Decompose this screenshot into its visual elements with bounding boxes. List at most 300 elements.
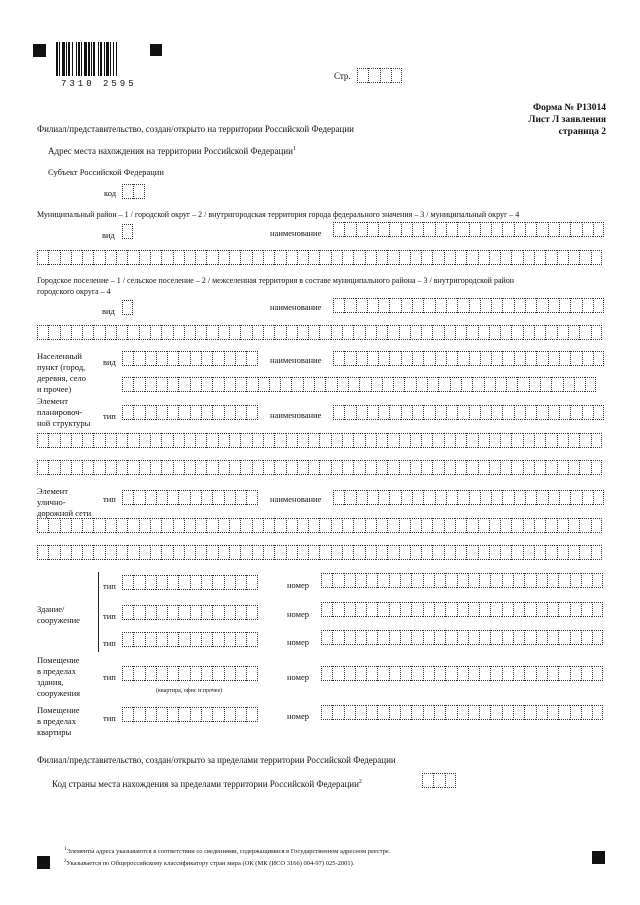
input-cell[interactable]: [252, 250, 263, 265]
input-cell[interactable]: [489, 325, 500, 340]
input-cell[interactable]: [93, 518, 104, 533]
input-cell[interactable]: [511, 518, 522, 533]
input-cell[interactable]: [356, 298, 367, 313]
input-cell[interactable]: [491, 298, 502, 313]
input-cell[interactable]: [359, 377, 370, 392]
input-cell[interactable]: [308, 325, 319, 340]
input-cell[interactable]: [389, 705, 400, 720]
input-cell[interactable]: [235, 351, 246, 366]
input-cell[interactable]: [480, 351, 491, 366]
input-cell[interactable]: [206, 325, 217, 340]
input-cell[interactable]: [524, 705, 535, 720]
input-cell[interactable]: [536, 298, 547, 313]
input-cell[interactable]: [93, 460, 104, 475]
input-cell[interactable]: [591, 460, 602, 475]
input-cell[interactable]: [133, 405, 144, 420]
input-cell[interactable]: [534, 325, 545, 340]
input-cell[interactable]: [333, 351, 344, 366]
input-cell[interactable]: [523, 545, 534, 560]
input-cell[interactable]: [246, 351, 257, 366]
input-cell[interactable]: [366, 602, 377, 617]
input-cell[interactable]: [435, 222, 446, 237]
input-cell[interactable]: [468, 705, 479, 720]
input-cell[interactable]: [156, 575, 167, 590]
input-cell[interactable]: [435, 490, 446, 505]
input-cell[interactable]: [201, 575, 212, 590]
input-cell[interactable]: [331, 518, 342, 533]
input-cell[interactable]: [332, 573, 343, 588]
input-cell[interactable]: [224, 632, 235, 647]
input-cell[interactable]: [557, 325, 568, 340]
input-cell[interactable]: [331, 433, 342, 448]
input-cell[interactable]: [224, 405, 235, 420]
input-cell[interactable]: [218, 518, 229, 533]
input-cell[interactable]: [344, 490, 355, 505]
input-cell[interactable]: [325, 377, 336, 392]
input-cell[interactable]: [557, 250, 568, 265]
input-cell[interactable]: [173, 545, 184, 560]
input-cell[interactable]: [355, 705, 366, 720]
input-cell[interactable]: [570, 602, 581, 617]
input-cell[interactable]: [579, 325, 590, 340]
input-cell[interactable]: [534, 545, 545, 560]
input-cell[interactable]: [478, 545, 489, 560]
input-cell[interactable]: [353, 325, 364, 340]
input-cell[interactable]: [514, 351, 525, 366]
input-cell[interactable]: [337, 377, 348, 392]
input-cell[interactable]: [105, 460, 116, 475]
input-cell[interactable]: [353, 460, 364, 475]
input-cell[interactable]: [457, 666, 468, 681]
input-cell[interactable]: [514, 222, 525, 237]
input-cell[interactable]: [387, 325, 398, 340]
settlement-vid-cell[interactable]: [122, 300, 133, 315]
input-cell[interactable]: [240, 433, 251, 448]
input-cell[interactable]: [570, 705, 581, 720]
input-cell[interactable]: [495, 377, 506, 392]
input-cell[interactable]: [252, 518, 263, 533]
input-cell[interactable]: [491, 351, 502, 366]
input-cell[interactable]: [145, 666, 156, 681]
input-cell[interactable]: [514, 490, 525, 505]
input-cell[interactable]: [399, 460, 410, 475]
input-cell[interactable]: [545, 460, 556, 475]
input-cell[interactable]: [190, 707, 201, 722]
input-cell[interactable]: [480, 298, 491, 313]
input-cell[interactable]: [376, 518, 387, 533]
input-cell[interactable]: [423, 705, 434, 720]
input-cell[interactable]: [105, 325, 116, 340]
input-cell[interactable]: [545, 250, 556, 265]
input-cell[interactable]: [240, 250, 251, 265]
input-cell[interactable]: [342, 518, 353, 533]
input-cell[interactable]: [387, 460, 398, 475]
input-cell[interactable]: [410, 250, 421, 265]
input-cell[interactable]: [490, 705, 501, 720]
input-cell[interactable]: [224, 605, 235, 620]
input-cell[interactable]: [376, 460, 387, 475]
input-cell[interactable]: [377, 602, 388, 617]
input-cell[interactable]: [592, 602, 603, 617]
input-cell[interactable]: [502, 602, 513, 617]
input-cell[interactable]: [206, 460, 217, 475]
input-cell[interactable]: [212, 605, 223, 620]
input-cell[interactable]: [570, 666, 581, 681]
input-cell[interactable]: [513, 573, 524, 588]
input-cell[interactable]: [161, 460, 172, 475]
input-cell[interactable]: [536, 666, 547, 681]
input-cell[interactable]: [579, 250, 590, 265]
input-cell[interactable]: [466, 250, 477, 265]
input-cell[interactable]: [434, 705, 445, 720]
input-cell[interactable]: [332, 666, 343, 681]
input-cell[interactable]: [548, 351, 559, 366]
input-cell[interactable]: [491, 405, 502, 420]
input-cell[interactable]: [178, 490, 189, 505]
input-cell[interactable]: [434, 630, 445, 645]
input-cell[interactable]: [435, 351, 446, 366]
input-cell[interactable]: [274, 518, 285, 533]
input-cell[interactable]: [82, 325, 93, 340]
input-cell[interactable]: [389, 298, 400, 313]
input-cell[interactable]: [355, 630, 366, 645]
input-cell[interactable]: [286, 433, 297, 448]
input-cell[interactable]: [469, 490, 480, 505]
planning-name-cells-2[interactable]: [37, 433, 602, 448]
premises-number-cells[interactable]: [321, 666, 603, 681]
input-cell[interactable]: [263, 433, 274, 448]
input-cell[interactable]: [523, 325, 534, 340]
input-cell[interactable]: [355, 666, 366, 681]
input-cell[interactable]: [593, 351, 604, 366]
input-cell[interactable]: [178, 575, 189, 590]
input-cell[interactable]: [184, 518, 195, 533]
input-cell[interactable]: [529, 377, 540, 392]
planning-name-cells-1[interactable]: [333, 405, 604, 420]
input-cell[interactable]: [331, 325, 342, 340]
input-cell[interactable]: [246, 666, 257, 681]
input-cell[interactable]: [235, 666, 246, 681]
input-cell[interactable]: [286, 325, 297, 340]
input-cell[interactable]: [484, 377, 495, 392]
input-cell[interactable]: [122, 377, 133, 392]
input-cell[interactable]: [534, 518, 545, 533]
input-cell[interactable]: [479, 602, 490, 617]
input-cell[interactable]: [536, 351, 547, 366]
input-cell[interactable]: [82, 518, 93, 533]
input-cell[interactable]: [382, 377, 393, 392]
input-cell[interactable]: [593, 490, 604, 505]
locality-name-cells-2[interactable]: [122, 377, 596, 392]
input-cell[interactable]: [201, 490, 212, 505]
input-cell[interactable]: [252, 433, 263, 448]
input-cell[interactable]: [116, 433, 127, 448]
input-cell[interactable]: [563, 377, 574, 392]
input-cell[interactable]: [514, 405, 525, 420]
input-cell[interactable]: [444, 433, 455, 448]
input-cell[interactable]: [206, 250, 217, 265]
input-cell[interactable]: [263, 545, 274, 560]
input-cell[interactable]: [332, 602, 343, 617]
input-cell[interactable]: [365, 545, 376, 560]
input-cell[interactable]: [297, 325, 308, 340]
input-cell[interactable]: [150, 433, 161, 448]
input-cell[interactable]: [321, 666, 332, 681]
input-cell[interactable]: [421, 433, 432, 448]
input-cell[interactable]: [401, 222, 412, 237]
input-cell[interactable]: [127, 325, 138, 340]
input-cell[interactable]: [466, 518, 477, 533]
input-cell[interactable]: [400, 573, 411, 588]
input-cell[interactable]: [184, 433, 195, 448]
input-cell[interactable]: [559, 405, 570, 420]
input-cell[interactable]: [468, 666, 479, 681]
input-cell[interactable]: [235, 405, 246, 420]
input-cell[interactable]: [156, 377, 167, 392]
input-cell[interactable]: [371, 377, 382, 392]
input-cell[interactable]: [235, 575, 246, 590]
input-cell[interactable]: [133, 632, 144, 647]
input-cell[interactable]: [466, 460, 477, 475]
municipal-name-cells-1[interactable]: [333, 222, 604, 237]
input-cell[interactable]: [356, 490, 367, 505]
input-cell[interactable]: [545, 433, 556, 448]
input-cell[interactable]: [190, 377, 201, 392]
input-cell[interactable]: [235, 377, 246, 392]
input-cell[interactable]: [235, 605, 246, 620]
input-cell[interactable]: [579, 433, 590, 448]
input-cell[interactable]: [536, 405, 547, 420]
input-cell[interactable]: [156, 632, 167, 647]
input-cell[interactable]: [178, 377, 189, 392]
input-cell[interactable]: [490, 630, 501, 645]
input-cell[interactable]: [444, 325, 455, 340]
input-cell[interactable]: [178, 666, 189, 681]
input-cell[interactable]: [71, 433, 82, 448]
input-cell[interactable]: [105, 518, 116, 533]
input-cell[interactable]: [593, 222, 604, 237]
input-cell[interactable]: [173, 518, 184, 533]
input-cell[interactable]: [344, 405, 355, 420]
input-cell[interactable]: [321, 705, 332, 720]
input-cell[interactable]: [479, 705, 490, 720]
input-cell[interactable]: [48, 325, 59, 340]
input-cell[interactable]: [229, 545, 240, 560]
input-cell[interactable]: [333, 405, 344, 420]
input-cell[interactable]: [444, 518, 455, 533]
settlement-name-cells-1[interactable]: [333, 298, 604, 313]
input-cell[interactable]: [178, 405, 189, 420]
input-cell[interactable]: [411, 630, 422, 645]
input-cell[interactable]: [401, 490, 412, 505]
input-cell[interactable]: [367, 298, 378, 313]
input-cell[interactable]: [412, 405, 423, 420]
input-cell[interactable]: [201, 405, 212, 420]
input-cell[interactable]: [145, 605, 156, 620]
input-cell[interactable]: [274, 250, 285, 265]
input-cell[interactable]: [190, 490, 201, 505]
input-cell[interactable]: [525, 222, 536, 237]
input-cell[interactable]: [156, 490, 167, 505]
input-cell[interactable]: [246, 605, 257, 620]
input-cell[interactable]: [591, 518, 602, 533]
country-code-cells[interactable]: [422, 773, 456, 788]
planning-name-cells-3[interactable]: [37, 460, 602, 475]
input-cell[interactable]: [446, 405, 457, 420]
input-cell[interactable]: [353, 518, 364, 533]
input-cell[interactable]: [421, 545, 432, 560]
input-cell[interactable]: [355, 573, 366, 588]
input-cell[interactable]: [523, 518, 534, 533]
input-cell[interactable]: [582, 351, 593, 366]
input-cell[interactable]: [161, 325, 172, 340]
input-cell[interactable]: [399, 325, 410, 340]
input-cell[interactable]: [525, 490, 536, 505]
input-cell[interactable]: [582, 490, 593, 505]
input-cell[interactable]: [391, 68, 402, 83]
input-cell[interactable]: [48, 545, 59, 560]
input-cell[interactable]: [536, 222, 547, 237]
input-cell[interactable]: [133, 707, 144, 722]
input-cell[interactable]: [122, 666, 133, 681]
input-cell[interactable]: [438, 377, 449, 392]
input-cell[interactable]: [105, 433, 116, 448]
input-cell[interactable]: [389, 630, 400, 645]
input-cell[interactable]: [558, 573, 569, 588]
input-cell[interactable]: [286, 460, 297, 475]
input-cell[interactable]: [127, 460, 138, 475]
input-cell[interactable]: [558, 705, 569, 720]
input-cell[interactable]: [455, 460, 466, 475]
input-cell[interactable]: [523, 460, 534, 475]
building-number-cells-2[interactable]: [321, 602, 603, 617]
input-cell[interactable]: [446, 298, 457, 313]
input-cell[interactable]: [274, 460, 285, 475]
input-cell[interactable]: [297, 460, 308, 475]
input-cell[interactable]: [444, 250, 455, 265]
input-cell[interactable]: [314, 377, 325, 392]
input-cell[interactable]: [411, 666, 422, 681]
input-cell[interactable]: [71, 250, 82, 265]
input-cell[interactable]: [410, 433, 421, 448]
input-cell[interactable]: [348, 377, 359, 392]
input-cell[interactable]: [511, 433, 522, 448]
input-cell[interactable]: [434, 602, 445, 617]
input-cell[interactable]: [356, 222, 367, 237]
input-cell[interactable]: [568, 460, 579, 475]
input-cell[interactable]: [344, 222, 355, 237]
input-cell[interactable]: [333, 222, 344, 237]
input-cell[interactable]: [536, 630, 547, 645]
input-cell[interactable]: [252, 460, 263, 475]
input-cell[interactable]: [434, 666, 445, 681]
input-cell[interactable]: [122, 632, 133, 647]
input-cell[interactable]: [240, 545, 251, 560]
settlement-name-cells-2[interactable]: [37, 325, 602, 340]
input-cell[interactable]: [156, 351, 167, 366]
input-cell[interactable]: [457, 573, 468, 588]
input-cell[interactable]: [156, 605, 167, 620]
input-cell[interactable]: [167, 632, 178, 647]
input-cell[interactable]: [579, 545, 590, 560]
input-cell[interactable]: [455, 250, 466, 265]
input-cell[interactable]: [389, 490, 400, 505]
input-cell[interactable]: [342, 460, 353, 475]
input-cell[interactable]: [545, 325, 556, 340]
input-cell[interactable]: [472, 377, 483, 392]
input-cell[interactable]: [218, 545, 229, 560]
input-cell[interactable]: [457, 298, 468, 313]
input-cell[interactable]: [548, 298, 559, 313]
input-cell[interactable]: [303, 377, 314, 392]
input-cell[interactable]: [489, 518, 500, 533]
input-cell[interactable]: [366, 630, 377, 645]
input-cell[interactable]: [423, 222, 434, 237]
input-cell[interactable]: [150, 545, 161, 560]
input-cell[interactable]: [559, 222, 570, 237]
input-cell[interactable]: [297, 433, 308, 448]
input-cell[interactable]: [469, 222, 480, 237]
input-cell[interactable]: [491, 222, 502, 237]
input-cell[interactable]: [201, 632, 212, 647]
input-cell[interactable]: [367, 405, 378, 420]
input-cell[interactable]: [582, 222, 593, 237]
input-cell[interactable]: [502, 705, 513, 720]
input-cell[interactable]: [399, 545, 410, 560]
input-cell[interactable]: [404, 377, 415, 392]
input-cell[interactable]: [190, 632, 201, 647]
input-cell[interactable]: [469, 351, 480, 366]
input-cell[interactable]: [592, 630, 603, 645]
municipal-name-cells-2[interactable]: [37, 250, 602, 265]
input-cell[interactable]: [502, 351, 513, 366]
input-cell[interactable]: [229, 518, 240, 533]
input-cell[interactable]: [167, 490, 178, 505]
input-cell[interactable]: [356, 405, 367, 420]
input-cell[interactable]: [319, 518, 330, 533]
input-cell[interactable]: [274, 325, 285, 340]
input-cell[interactable]: [570, 405, 581, 420]
input-cell[interactable]: [145, 351, 156, 366]
input-cell[interactable]: [412, 298, 423, 313]
input-cell[interactable]: [570, 222, 581, 237]
input-cell[interactable]: [357, 68, 368, 83]
input-cell[interactable]: [457, 405, 468, 420]
input-cell[interactable]: [246, 632, 257, 647]
subject-code-cells[interactable]: [122, 184, 145, 199]
input-cell[interactable]: [591, 250, 602, 265]
input-cell[interactable]: [445, 573, 456, 588]
input-cell[interactable]: [511, 460, 522, 475]
input-cell[interactable]: [410, 325, 421, 340]
input-cell[interactable]: [218, 433, 229, 448]
input-cell[interactable]: [445, 705, 456, 720]
input-cell[interactable]: [581, 666, 592, 681]
building-type-cells-2[interactable]: [122, 605, 258, 620]
input-cell[interactable]: [490, 573, 501, 588]
input-cell[interactable]: [333, 490, 344, 505]
input-cell[interactable]: [218, 460, 229, 475]
input-cell[interactable]: [559, 351, 570, 366]
input-cell[interactable]: [48, 250, 59, 265]
input-cell[interactable]: [557, 460, 568, 475]
input-cell[interactable]: [558, 630, 569, 645]
input-cell[interactable]: [195, 460, 206, 475]
input-cell[interactable]: [184, 250, 195, 265]
input-cell[interactable]: [457, 602, 468, 617]
input-cell[interactable]: [105, 250, 116, 265]
input-cell[interactable]: [547, 630, 558, 645]
